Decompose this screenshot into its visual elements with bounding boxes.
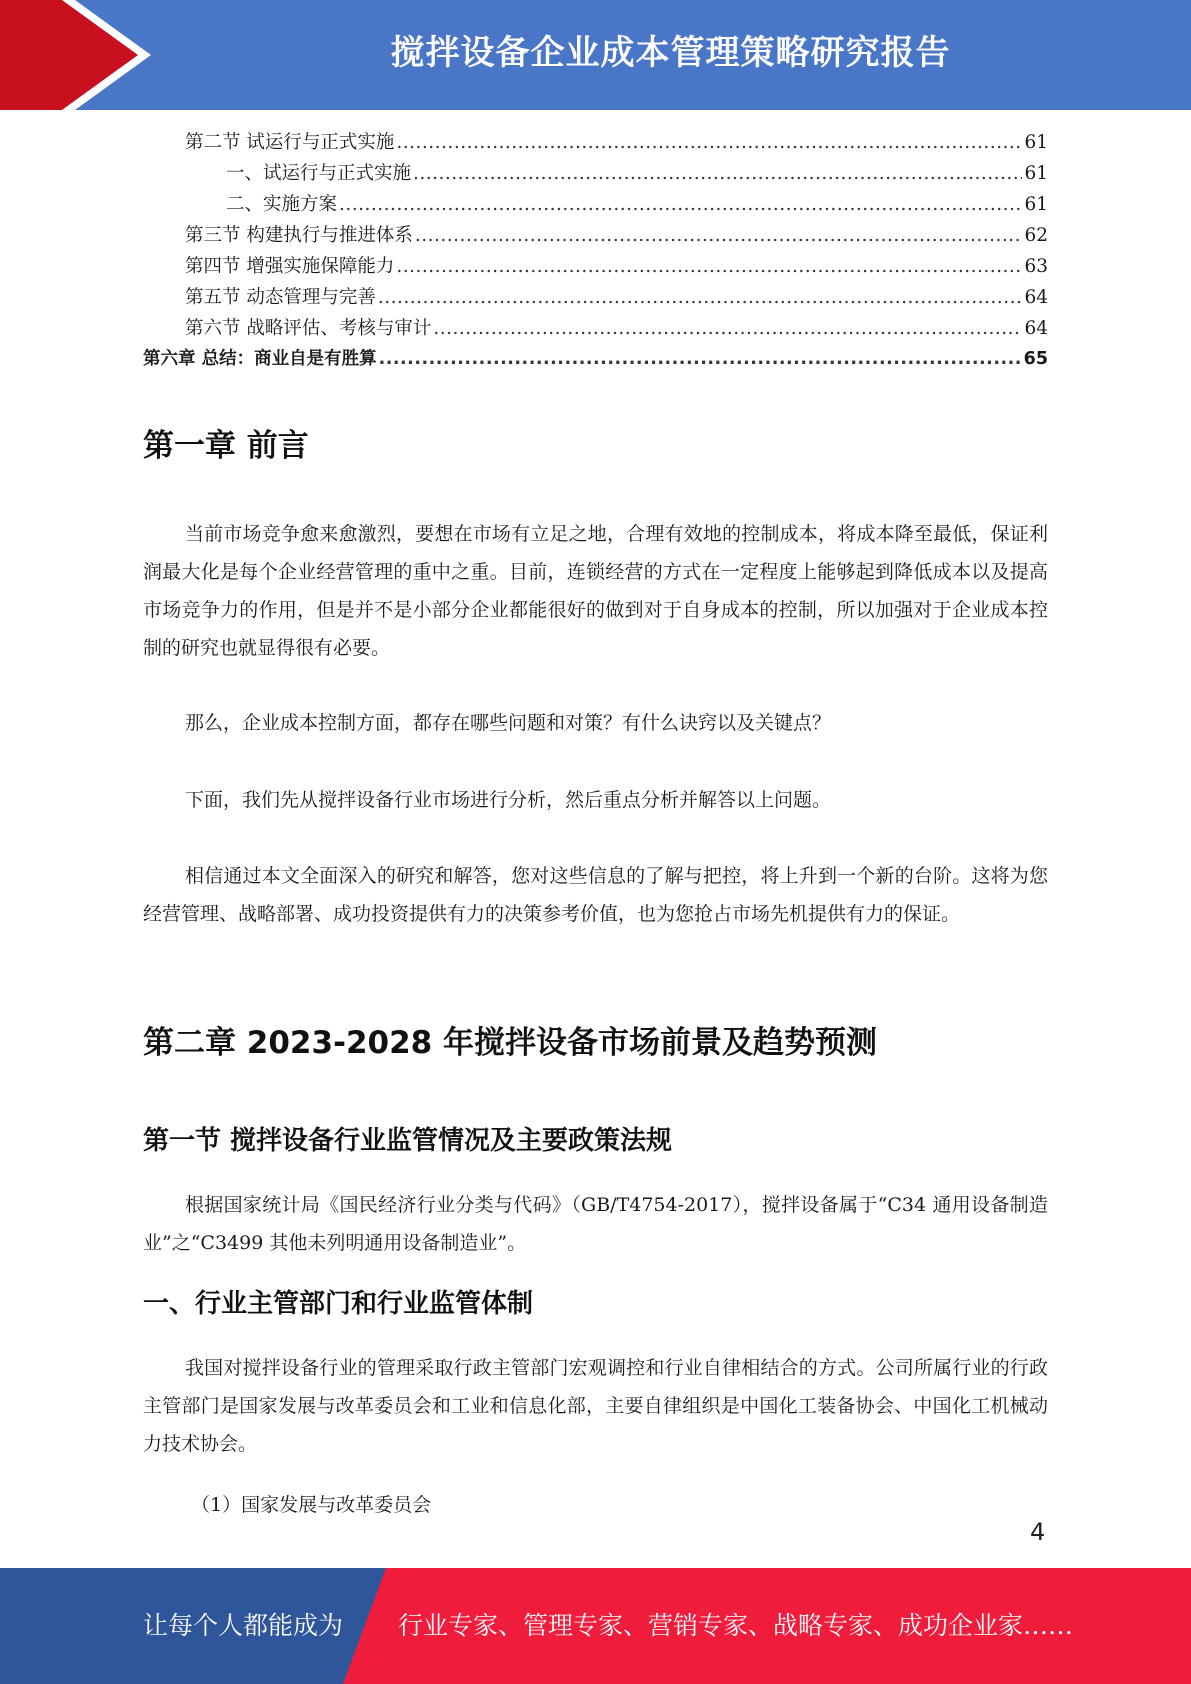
toc-entry-page: 62 [1024,225,1048,246]
toc-entry[interactable] [143,159,1048,190]
chapter-1-paragraph: 那么，企业成本控制方面，都存在哪些问题和对策？有什么诀窍以及关键点？ [185,712,832,734]
toc-leader-dots [433,318,1022,339]
toc-entry-page: 61 [1024,194,1048,215]
chapter-2-heading: 第二章 2023-2028 年搅拌设备市场前景及趋势预测 [143,1025,878,1061]
toc-leader-dots [339,194,1022,215]
toc-entry[interactable] [143,190,1048,221]
toc-leader-dots [396,132,1022,153]
chapter-1-paragraph: 当前市场竞争愈来愈激烈，要想在市场有立足之地，合理有效地的控制成本，将成本降至最低，保证利润最大化是每个企业经营管理的重中之重。目前，连锁经营的方式在一定程度上能够起到降低成本以及提高市场竞争力的作用，但是并不是小部分企业都能很好的做到对于自身成本的控制，所以加强对于企业成本控制的研究也就显得很有必要。 [143,523,1048,659]
toc-chapter-entry[interactable] [143,345,1048,376]
chapter-1-paragraph: 相信通过本文全面深入的研究和解答，您对这些信息的了解与把控，将上升到一个新的台阶。这将为您经营管理、战略部署、成功投资提供有力的决策参考价值，也为您抢占市场先机提供有力的保证。 [143,865,1048,925]
toc-entry[interactable] [143,314,1048,345]
toc-entry-label: 一、试运行与正式实施 [226,163,412,184]
toc-entry-label: 第二节 试运行与正式实施 [185,132,395,153]
section-1-paragraph: 根据国家统计局《国民经济行业分类与代码》（GB/T4754-2017），搅拌设备属于“C34 通用设备制造业”之“C3499 其他未列明通用设备制造业”。 [143,1194,1048,1254]
page-number: 4 [1030,1518,1046,1546]
toc-entry-label: 第六章 总结：商业自是有胜算 [143,349,377,369]
toc-entry-page: 63 [1024,256,1048,277]
toc-entry-label: 第三节 构建执行与推进体系 [185,225,413,246]
chapter-1-heading: 第一章 前言 [143,428,309,464]
subsection-1-paragraph: 我国对搅拌设备行业的管理采取行政主管部门宏观调控和行业自律相结合的方式。公司所属行业的行政主管部门是国家发展与改革委员会和工业和信息化部，主要自律组织是中国化工装备协会、中国化工机械动力技术协会。 [143,1357,1048,1455]
toc-leader-dots [396,256,1022,277]
toc-entry[interactable] [143,283,1048,314]
toc-entry[interactable] [143,128,1048,159]
toc-leader-dots [413,163,1022,184]
toc-entry-page: 61 [1024,132,1048,153]
header-chevron-decoration [0,0,160,110]
toc-entry-page: 65 [1023,349,1048,369]
toc-entry-label: 第五节 动态管理与完善 [185,287,376,308]
toc-leader-dots [378,287,1023,308]
section-1-heading: 第一节 搅拌设备行业监管情况及主要政策法规 [143,1126,673,1156]
report-footer [0,1568,1191,1684]
report-header [0,0,1191,110]
chapter-1-paragraph: 下面，我们先从搅拌设备行业市场进行分析，然后重点分析并解答以上问题。 [185,789,832,811]
report-title: 搅拌设备企业成本管理策略研究报告 [390,33,951,73]
toc-entry-page: 61 [1024,163,1048,184]
toc-entry-label: 第六节 战略评估、考核与审计 [185,318,432,339]
toc-entry-page: 64 [1024,287,1048,308]
table-of-contents [143,128,1048,376]
subsection-1-heading: 一、行业主管部门和行业监管体制 [143,1289,534,1319]
footer-slogan-right: 行业专家、管理专家、营销专家、战略专家、成功企业家…… [398,1611,1074,1640]
toc-entry-page: 64 [1024,318,1048,339]
toc-entry[interactable] [143,221,1048,252]
toc-entry[interactable] [143,252,1048,283]
toc-entry-label: 二、实施方案 [226,194,338,215]
toc-entry-label: 第四节 增强实施保障能力 [185,256,395,277]
toc-leader-dots [415,225,1023,246]
list-item-1: （1）国家发展与改革委员会 [191,1494,432,1516]
footer-slogan-left: 让每个人都能成为 [143,1611,344,1640]
toc-leader-dots [379,349,1022,369]
